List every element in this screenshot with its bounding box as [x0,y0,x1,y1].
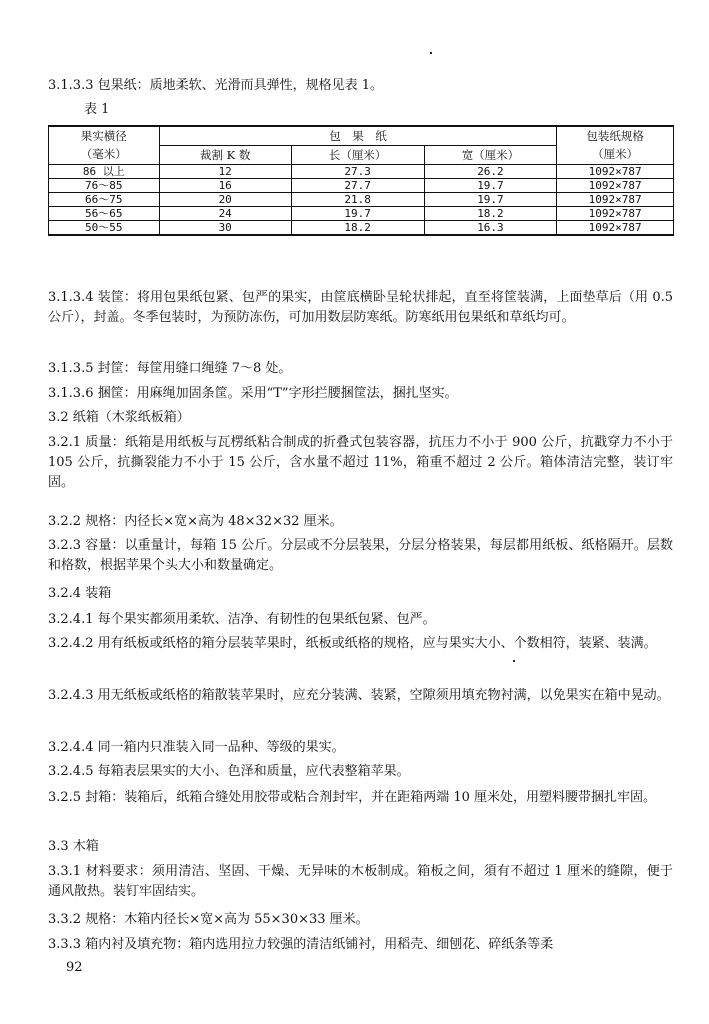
section-3-3-3: 3.3.3 箱内衬及填充物：箱内选用拉力较强的清洁纸铺衬，用稻壳、细刨花、碎纸条等柔 [48,937,554,952]
header-paper: 包 果 纸 [159,126,557,145]
cell-cut-k: 30 [159,220,291,235]
section-3-1-3-5: 3.1.3.5 封筐：每筐用缝口绳缝 7～8 处。 [48,361,292,376]
cell-cut-k: 20 [159,192,291,206]
section-3-2-heading: 3.2 纸箱（木浆纸板箱） [48,410,190,425]
cell-spec: 1092×787 [557,220,674,235]
header-spec: 包装纸规格 [557,126,674,145]
section-3-1-3-4: 3.1.3.4 装筐：将用包果纸包紧、包严的果实，由筐底横卧呈轮状排起，直至将筐装满，上面垫草后（用 0.5 公斤），封盖。冬季包装时，为预防冻伤，可加用数层防寒纸。防寒纸用包果纸和草纸均可。 [48,290,673,325]
section-3-3-1: 3.3.1 材料要求：须用清洁、坚固、干燥、无异味的木板制成。箱板之间，須有不超过 1 厘米的缝隙，便于通风散热。装钉牢固结实。 [48,864,673,899]
scan-speck [513,660,515,662]
scan-speck [430,52,432,54]
section-3-2-5: 3.2.5 封箱：装箱后，纸箱合缝处用胶带或粘合剂封牢，并在距箱两端 10 厘米处，用塑料腰带捆扎牢固。 [48,790,657,805]
section-3-1-3-6: 3.1.3.6 捆筐：用麻绳加固条筐。采用“T”字形拦腰捆筐法，捆扎坚实。 [48,386,458,401]
cell-width: 18.2 [424,206,557,220]
cell-width: 26.2 [424,164,557,178]
cell-length: 19.7 [291,206,424,220]
cell-diameter: 50～55 [49,220,160,235]
cell-cut-k: 12 [159,164,291,178]
section-3-2-4-5: 3.2.4.5 每箱表层果实的大小、色泽和质量，应代表整箱苹果。 [48,764,410,779]
cell-cut-k: 16 [159,178,291,192]
page-number: 92 [66,960,83,975]
table-row [49,178,674,192]
cell-diameter: 56～65 [49,206,160,220]
section-3-1-3-3: 3.1.3.3 包果纸：质地柔软、光滑而具弹性，规格见表 1。 [48,78,384,93]
cell-length: 27.7 [291,178,424,192]
section-3-2-2: 3.2.2 规格：内径长×宽×高为 48×32×32 厘米。 [48,514,343,529]
cell-width: 19.7 [424,178,557,192]
section-3-2-4-3: 3.2.4.3 用无纸板或纸格的箱散装苹果时，应充分装满、装紧，空隙须用填充物衬满，以免果实在箱中晃动。 [48,688,670,703]
cell-spec: 1092×787 [557,206,674,220]
cell-spec: 1092×787 [557,164,674,178]
cell-length: 27.3 [291,164,424,178]
spec-table [48,125,674,236]
cell-width: 19.7 [424,192,557,206]
section-3-2-4-2: 3.2.4.2 用有纸板或纸格的箱分层装苹果时，纸板或纸格的规格，应与果实大小、个数相符，装紧、装满。 [48,636,657,651]
cell-width: 16.3 [424,220,557,235]
table-caption: 表 1 [84,102,110,117]
section-3-2-4-heading: 3.2.4 装箱 [48,586,112,601]
cell-diameter: 66～75 [49,192,160,206]
cell-diameter: 76～85 [49,178,160,192]
section-3-2-1: 3.2.1 质量：纸箱是用纸板与瓦楞纸粘合制成的折叠式包装容器，抗压力不小于 900 公斤，抗戳穿力不小于 105 公斤，抗撕裂能力不小于 15 公斤，含水量不超过 11%，箱重不超过 2 公斤。箱体清洁完整，装订牢固。 [48,435,673,490]
cell-spec: 1092×787 [557,178,674,192]
cell-length: 21.8 [291,192,424,206]
section-3-2-4-4: 3.2.4.4 同一箱内只准装入同一品种、等级的果实。 [48,740,345,755]
header-length: 长（厘米） [291,145,424,164]
table-row [49,206,674,220]
header-cut-k: 裁割 K 数 [159,145,291,164]
header-diameter: 果实横径 [49,126,160,145]
cell-diameter: 86 以上 [49,164,160,178]
header-spec-unit: （厘米） [557,145,674,164]
section-3-3-heading: 3.3 木箱 [48,839,99,854]
table-row [49,192,674,206]
table-row [49,220,674,235]
header-width: 宽（厘米） [424,145,557,164]
table-row [49,164,674,178]
header-diameter-unit: （毫米） [49,145,160,164]
section-3-2-3: 3.2.3 容量：以重量计，每箱 15 公斤。分层或不分层装果，分层分格装果，每层都用纸板、纸格隔开。层数和格数，根据苹果个头大小和数量确定。 [48,538,673,573]
section-3-3-2: 3.3.2 规格：木箱内径长×宽×高为 55×30×33 厘米。 [48,912,369,927]
cell-cut-k: 24 [159,206,291,220]
cell-spec: 1092×787 [557,192,674,206]
section-3-2-4-1: 3.2.4.1 每个果实都须用柔软、洁净、有韧性的包果纸包紧、包严。 [48,612,436,627]
cell-length: 18.2 [291,220,424,235]
